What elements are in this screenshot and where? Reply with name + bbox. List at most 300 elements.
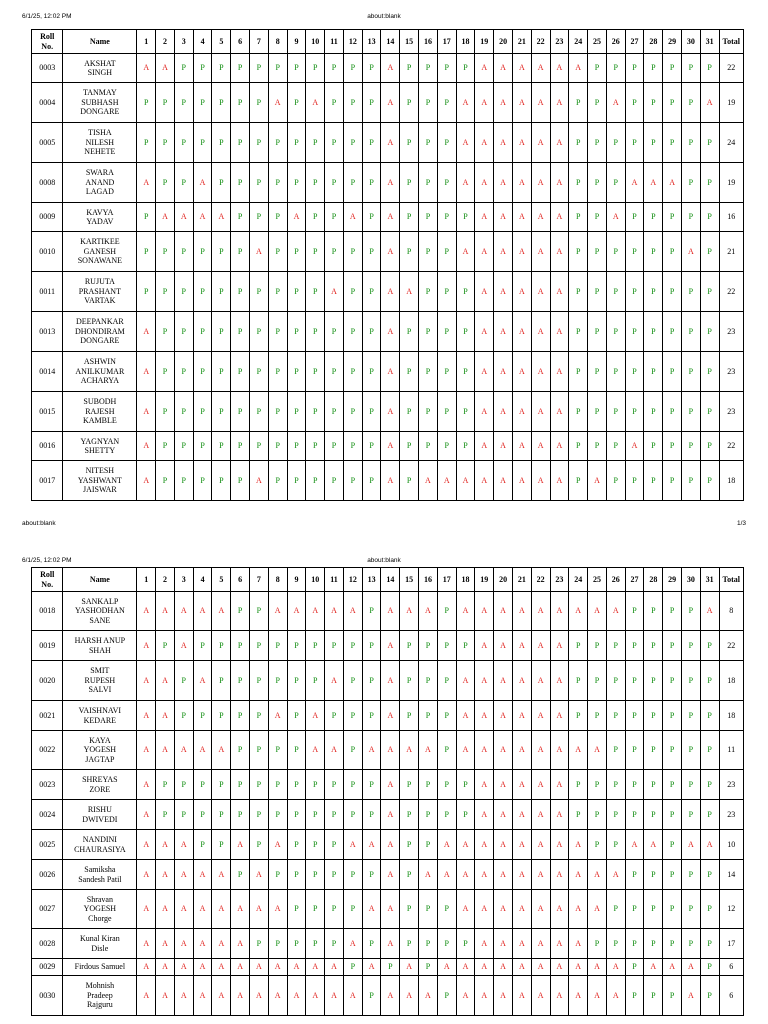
- present-mark: P: [287, 272, 306, 312]
- column-header-day: 30: [681, 568, 700, 592]
- absent-mark: A: [606, 860, 625, 890]
- present-mark: P: [287, 312, 306, 352]
- present-mark: P: [456, 770, 475, 800]
- absent-mark: A: [531, 163, 550, 203]
- present-mark: P: [700, 959, 719, 976]
- present-mark: P: [174, 312, 193, 352]
- attendance-total: 19: [719, 163, 743, 203]
- present-mark: P: [606, 800, 625, 830]
- present-mark: P: [306, 830, 325, 860]
- absent-mark: A: [681, 232, 700, 272]
- absent-mark: A: [381, 631, 400, 661]
- present-mark: P: [400, 860, 419, 890]
- absent-mark: A: [531, 352, 550, 392]
- present-mark: P: [437, 203, 456, 232]
- absent-mark: A: [512, 860, 531, 890]
- absent-mark: A: [512, 959, 531, 976]
- roll-number: 0014: [32, 352, 63, 392]
- absent-mark: A: [494, 592, 513, 631]
- student-name: NITESH YASHWANT JAISWAR: [63, 461, 137, 501]
- present-mark: P: [625, 860, 644, 890]
- absent-mark: A: [531, 770, 550, 800]
- present-mark: P: [456, 54, 475, 83]
- absent-mark: A: [475, 661, 494, 701]
- absent-mark: A: [569, 54, 588, 83]
- present-mark: P: [419, 54, 438, 83]
- present-mark: P: [606, 701, 625, 731]
- column-header-day: 11: [325, 568, 344, 592]
- present-mark: P: [437, 232, 456, 272]
- present-mark: P: [287, 461, 306, 501]
- column-header-day: 23: [550, 568, 569, 592]
- absent-mark: A: [456, 661, 475, 701]
- present-mark: P: [287, 54, 306, 83]
- present-mark: P: [212, 631, 231, 661]
- absent-mark: A: [550, 163, 569, 203]
- absent-mark: A: [400, 959, 419, 976]
- present-mark: P: [588, 432, 607, 461]
- absent-mark: A: [531, 83, 550, 123]
- present-mark: P: [250, 701, 269, 731]
- present-mark: P: [625, 203, 644, 232]
- absent-mark: A: [531, 312, 550, 352]
- present-mark: P: [193, 800, 212, 830]
- present-mark: P: [268, 860, 287, 890]
- table-row: [32, 461, 744, 501]
- absent-mark: A: [137, 631, 156, 661]
- present-mark: P: [174, 461, 193, 501]
- present-mark: P: [681, 203, 700, 232]
- absent-mark: A: [550, 631, 569, 661]
- present-mark: P: [437, 54, 456, 83]
- absent-mark: A: [268, 592, 287, 631]
- present-mark: P: [606, 661, 625, 701]
- present-mark: P: [231, 232, 250, 272]
- present-mark: P: [174, 661, 193, 701]
- column-header-day: 13: [362, 568, 381, 592]
- column-header-day: 21: [512, 30, 531, 54]
- present-mark: P: [287, 929, 306, 959]
- present-mark: P: [419, 123, 438, 163]
- present-mark: P: [306, 163, 325, 203]
- absent-mark: A: [381, 890, 400, 929]
- attendance-total: 18: [719, 701, 743, 731]
- present-mark: P: [325, 860, 344, 890]
- absent-mark: A: [531, 701, 550, 731]
- present-mark: P: [287, 800, 306, 830]
- present-mark: P: [156, 83, 175, 123]
- column-header-day: 19: [475, 30, 494, 54]
- absent-mark: A: [268, 976, 287, 1016]
- present-mark: P: [343, 163, 362, 203]
- absent-mark: A: [663, 959, 682, 976]
- present-mark: P: [306, 631, 325, 661]
- present-mark: P: [400, 203, 419, 232]
- present-mark: P: [625, 770, 644, 800]
- present-mark: P: [343, 631, 362, 661]
- present-mark: P: [362, 272, 381, 312]
- absent-mark: A: [456, 163, 475, 203]
- absent-mark: A: [494, 890, 513, 929]
- present-mark: P: [231, 592, 250, 631]
- present-mark: P: [644, 929, 663, 959]
- absent-mark: A: [456, 830, 475, 860]
- present-mark: P: [156, 312, 175, 352]
- absent-mark: A: [550, 203, 569, 232]
- present-mark: P: [456, 929, 475, 959]
- absent-mark: A: [512, 631, 531, 661]
- absent-mark: A: [531, 631, 550, 661]
- column-header-day: 31: [700, 568, 719, 592]
- present-mark: P: [700, 312, 719, 352]
- present-mark: P: [700, 631, 719, 661]
- present-mark: P: [400, 631, 419, 661]
- present-mark: P: [456, 272, 475, 312]
- absent-mark: A: [569, 731, 588, 770]
- present-mark: P: [569, 203, 588, 232]
- present-mark: P: [400, 661, 419, 701]
- absent-mark: A: [156, 203, 175, 232]
- absent-mark: A: [512, 461, 531, 501]
- present-mark: P: [588, 163, 607, 203]
- present-mark: P: [212, 661, 231, 701]
- absent-mark: A: [193, 661, 212, 701]
- absent-mark: A: [531, 123, 550, 163]
- absent-mark: A: [156, 592, 175, 631]
- present-mark: P: [588, 770, 607, 800]
- absent-mark: A: [531, 929, 550, 959]
- absent-mark: A: [494, 163, 513, 203]
- present-mark: P: [287, 731, 306, 770]
- absent-mark: A: [512, 352, 531, 392]
- present-mark: P: [231, 54, 250, 83]
- present-mark: P: [325, 54, 344, 83]
- present-mark: P: [400, 830, 419, 860]
- absent-mark: A: [494, 83, 513, 123]
- roll-number: 0005: [32, 123, 63, 163]
- present-mark: P: [212, 54, 231, 83]
- absent-mark: A: [681, 830, 700, 860]
- absent-mark: A: [381, 123, 400, 163]
- present-mark: P: [193, 232, 212, 272]
- present-mark: P: [588, 312, 607, 352]
- present-mark: P: [231, 461, 250, 501]
- absent-mark: A: [588, 461, 607, 501]
- absent-mark: A: [287, 976, 306, 1016]
- absent-mark: A: [681, 959, 700, 976]
- absent-mark: A: [588, 731, 607, 770]
- absent-mark: A: [343, 929, 362, 959]
- present-mark: P: [250, 272, 269, 312]
- present-mark: P: [306, 661, 325, 701]
- present-mark: P: [362, 976, 381, 1016]
- column-header-day: 24: [569, 30, 588, 54]
- roll-number: 0029: [32, 959, 63, 976]
- present-mark: P: [456, 392, 475, 432]
- present-mark: P: [306, 860, 325, 890]
- absent-mark: A: [512, 701, 531, 731]
- present-mark: P: [174, 770, 193, 800]
- print-url-footer: about:blank: [22, 520, 56, 527]
- absent-mark: A: [250, 976, 269, 1016]
- present-mark: P: [231, 83, 250, 123]
- student-name: SWARA ANAND LAGAD: [63, 163, 137, 203]
- table-row: [32, 592, 744, 631]
- present-mark: P: [306, 123, 325, 163]
- present-mark: P: [250, 312, 269, 352]
- absent-mark: A: [475, 592, 494, 631]
- absent-mark: A: [494, 959, 513, 976]
- present-mark: P: [212, 770, 231, 800]
- present-mark: P: [174, 352, 193, 392]
- present-mark: P: [343, 312, 362, 352]
- present-mark: P: [343, 232, 362, 272]
- absent-mark: A: [156, 860, 175, 890]
- absent-mark: A: [512, 800, 531, 830]
- absent-mark: A: [456, 123, 475, 163]
- column-header-day: 25: [588, 568, 607, 592]
- attendance-total: 23: [719, 392, 743, 432]
- absent-mark: A: [512, 770, 531, 800]
- present-mark: P: [663, 54, 682, 83]
- table-row: [32, 232, 744, 272]
- absent-mark: A: [512, 890, 531, 929]
- present-mark: P: [268, 731, 287, 770]
- present-mark: P: [231, 392, 250, 432]
- column-header-day: 8: [268, 30, 287, 54]
- present-mark: P: [362, 631, 381, 661]
- absent-mark: A: [456, 592, 475, 631]
- present-mark: P: [644, 461, 663, 501]
- absent-mark: A: [456, 701, 475, 731]
- attendance-total: 6: [719, 976, 743, 1016]
- absent-mark: A: [475, 731, 494, 770]
- present-mark: P: [231, 731, 250, 770]
- present-mark: P: [644, 392, 663, 432]
- absent-mark: A: [400, 592, 419, 631]
- present-mark: P: [644, 976, 663, 1016]
- roll-number: 0010: [32, 232, 63, 272]
- present-mark: P: [681, 701, 700, 731]
- present-mark: P: [343, 123, 362, 163]
- absent-mark: A: [588, 592, 607, 631]
- present-mark: P: [231, 203, 250, 232]
- absent-mark: A: [174, 959, 193, 976]
- present-mark: P: [419, 631, 438, 661]
- present-mark: P: [268, 203, 287, 232]
- present-mark: P: [588, 272, 607, 312]
- absent-mark: A: [174, 860, 193, 890]
- student-name: YAGNYAN SHETTY: [63, 432, 137, 461]
- present-mark: P: [287, 163, 306, 203]
- present-mark: P: [231, 123, 250, 163]
- column-header-day: 6: [231, 30, 250, 54]
- absent-mark: A: [437, 461, 456, 501]
- absent-mark: A: [156, 701, 175, 731]
- student-name: HARSH ANUP SHAH: [63, 631, 137, 661]
- present-mark: P: [419, 312, 438, 352]
- present-mark: P: [231, 312, 250, 352]
- present-mark: P: [644, 232, 663, 272]
- absent-mark: A: [212, 592, 231, 631]
- present-mark: P: [606, 352, 625, 392]
- absent-mark: A: [287, 203, 306, 232]
- present-mark: P: [268, 352, 287, 392]
- print-timestamp: 6/1/25, 12:02 PM: [22, 13, 72, 20]
- present-mark: P: [419, 232, 438, 272]
- present-mark: P: [400, 54, 419, 83]
- attendance-table: [31, 567, 744, 1016]
- present-mark: P: [663, 592, 682, 631]
- present-mark: P: [400, 432, 419, 461]
- present-mark: P: [663, 461, 682, 501]
- present-mark: P: [569, 272, 588, 312]
- present-mark: P: [588, 232, 607, 272]
- column-header-day: 17: [437, 568, 456, 592]
- attendance-total: 14: [719, 860, 743, 890]
- present-mark: P: [569, 312, 588, 352]
- present-mark: P: [625, 800, 644, 830]
- table-row: [32, 770, 744, 800]
- absent-mark: A: [475, 830, 494, 860]
- present-mark: P: [212, 432, 231, 461]
- present-mark: P: [419, 352, 438, 392]
- roll-number: 0017: [32, 461, 63, 501]
- absent-mark: A: [475, 959, 494, 976]
- absent-mark: A: [475, 352, 494, 392]
- present-mark: P: [306, 272, 325, 312]
- present-mark: P: [287, 232, 306, 272]
- present-mark: P: [325, 800, 344, 830]
- present-mark: P: [212, 701, 231, 731]
- present-mark: P: [212, 800, 231, 830]
- present-mark: P: [700, 976, 719, 1016]
- roll-number: 0009: [32, 203, 63, 232]
- table-row: [32, 54, 744, 83]
- present-mark: P: [231, 661, 250, 701]
- absent-mark: A: [381, 392, 400, 432]
- page-number: 1/3: [736, 520, 746, 527]
- present-mark: P: [325, 83, 344, 123]
- absent-mark: A: [306, 976, 325, 1016]
- absent-mark: A: [137, 592, 156, 631]
- present-mark: P: [325, 203, 344, 232]
- absent-mark: A: [494, 352, 513, 392]
- present-mark: P: [400, 890, 419, 929]
- column-header-day: 11: [325, 30, 344, 54]
- attendance-total: 6: [719, 959, 743, 976]
- absent-mark: A: [156, 830, 175, 860]
- present-mark: P: [343, 352, 362, 392]
- roll-number: 0011: [32, 272, 63, 312]
- absent-mark: A: [550, 592, 569, 631]
- column-header-roll: Roll No.: [32, 30, 63, 54]
- absent-mark: A: [362, 830, 381, 860]
- present-mark: P: [250, 770, 269, 800]
- present-mark: P: [456, 203, 475, 232]
- absent-mark: A: [512, 592, 531, 631]
- present-mark: P: [663, 770, 682, 800]
- roll-number: 0019: [32, 631, 63, 661]
- absent-mark: A: [381, 432, 400, 461]
- present-mark: P: [681, 770, 700, 800]
- present-mark: P: [681, 860, 700, 890]
- present-mark: P: [625, 976, 644, 1016]
- table-row: [32, 352, 744, 392]
- absent-mark: A: [550, 232, 569, 272]
- absent-mark: A: [137, 770, 156, 800]
- absent-mark: A: [193, 959, 212, 976]
- absent-mark: A: [512, 976, 531, 1016]
- student-name: AKSHAT SINGH: [63, 54, 137, 83]
- present-mark: P: [437, 592, 456, 631]
- present-mark: P: [606, 163, 625, 203]
- absent-mark: A: [174, 203, 193, 232]
- present-mark: P: [400, 163, 419, 203]
- present-mark: P: [588, 929, 607, 959]
- present-mark: P: [606, 432, 625, 461]
- present-mark: P: [362, 592, 381, 631]
- present-mark: P: [362, 770, 381, 800]
- attendance-total: 22: [719, 432, 743, 461]
- roll-number: 0024: [32, 800, 63, 830]
- column-header-day: 6: [231, 568, 250, 592]
- absent-mark: A: [437, 959, 456, 976]
- student-name: Firdous Samuel: [63, 959, 137, 976]
- absent-mark: A: [343, 203, 362, 232]
- present-mark: P: [325, 770, 344, 800]
- present-mark: P: [268, 232, 287, 272]
- present-mark: P: [212, 312, 231, 352]
- present-mark: P: [306, 392, 325, 432]
- absent-mark: A: [137, 890, 156, 929]
- student-name: TISHA NILESH NEHETE: [63, 123, 137, 163]
- present-mark: P: [437, 929, 456, 959]
- absent-mark: A: [512, 929, 531, 959]
- present-mark: P: [325, 123, 344, 163]
- roll-number: 0022: [32, 731, 63, 770]
- column-header-day: 28: [644, 30, 663, 54]
- absent-mark: A: [456, 731, 475, 770]
- present-mark: P: [250, 163, 269, 203]
- present-mark: P: [250, 432, 269, 461]
- absent-mark: A: [512, 661, 531, 701]
- present-mark: P: [343, 392, 362, 432]
- absent-mark: A: [512, 392, 531, 432]
- absent-mark: A: [494, 929, 513, 959]
- present-mark: P: [306, 54, 325, 83]
- present-mark: P: [700, 203, 719, 232]
- absent-mark: A: [494, 830, 513, 860]
- present-mark: P: [306, 352, 325, 392]
- present-mark: P: [362, 83, 381, 123]
- absent-mark: A: [475, 701, 494, 731]
- present-mark: P: [437, 770, 456, 800]
- absent-mark: A: [531, 203, 550, 232]
- absent-mark: A: [550, 800, 569, 830]
- present-mark: P: [663, 800, 682, 830]
- roll-number: 0008: [32, 163, 63, 203]
- table-row: [32, 312, 744, 352]
- absent-mark: A: [550, 392, 569, 432]
- absent-mark: A: [268, 959, 287, 976]
- absent-mark: A: [700, 592, 719, 631]
- present-mark: P: [362, 54, 381, 83]
- absent-mark: A: [550, 123, 569, 163]
- absent-mark: A: [550, 890, 569, 929]
- absent-mark: A: [475, 860, 494, 890]
- present-mark: P: [437, 163, 456, 203]
